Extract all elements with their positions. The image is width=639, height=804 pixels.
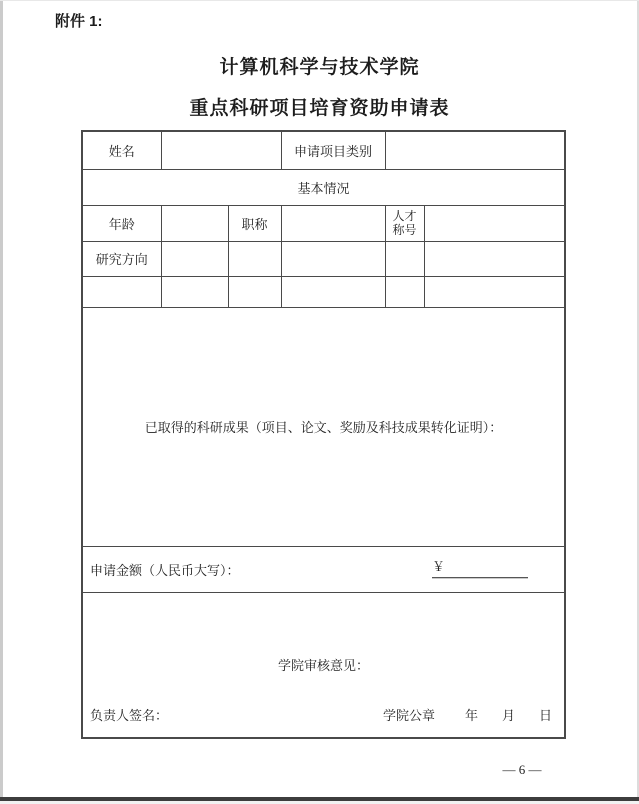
research-direction-cell-1 [161,241,228,276]
age-value-cell [161,205,228,241]
signature-row [90,705,552,724]
talent-title-label [385,205,424,241]
achievements-label: 已取得的科研成果（项目、论文、奖励及科技成果转化证明）： [144,420,503,435]
date-day-label: 日 [538,708,552,723]
attachment-label: 附件 1: [55,13,103,30]
table-row [82,592,565,738]
name-value-cell [161,131,281,169]
blank-cell [281,276,385,307]
table-row [82,546,565,592]
name-label: 姓名 [82,131,161,169]
table-row [82,307,565,546]
table-row [82,169,565,205]
date-month-label: 月 [501,708,515,723]
page-top-edge [0,0,639,1]
page-left-edge [0,0,3,804]
amount-label: 申请金额（人民币大写）： [90,562,240,578]
achievements-cell [82,307,565,546]
official-seal-label: 学院公章 [382,708,435,723]
signature-label: 负责人签名： [90,708,169,723]
professional-title-label: 职称 [228,205,281,241]
application-form-table [81,130,566,739]
blank-cell [228,276,281,307]
basic-info-section-header: 基本情况 [82,169,565,205]
table-row [82,241,565,276]
project-category-value-cell [385,131,565,169]
amount-cell [82,546,565,592]
research-direction-cell-2 [228,241,281,276]
talent-title-value-cell [424,205,565,241]
form-title: 重点科研项目培育资助申请表 [189,98,450,119]
research-direction-cell-4 [385,241,424,276]
talent-title-label-line2: 称号 [392,223,417,237]
blank-cell [161,276,228,307]
blank-cell [82,276,161,307]
research-direction-label: 研究方向 [82,241,161,276]
table-row [82,205,565,241]
table-row [82,131,565,169]
page-number: — 6 — [502,762,542,777]
college-title: 计算机科学与技术学院 [219,57,420,78]
blank-cell [424,276,565,307]
date-year-label: 年 [464,708,478,723]
review-cell [82,592,565,738]
table-row [82,276,565,307]
professional-title-value-cell [281,205,385,241]
research-direction-cell-3 [281,241,385,276]
age-label: 年龄 [82,205,161,241]
amount-underline: ￥ [432,556,528,578]
blank-cell [385,276,424,307]
review-opinion-label: 学院审核意见： [277,658,369,674]
talent-title-label-line1: 人才 [392,208,417,223]
research-direction-cell-5 [424,241,565,276]
project-category-label: 申请项目类别 [281,131,385,169]
